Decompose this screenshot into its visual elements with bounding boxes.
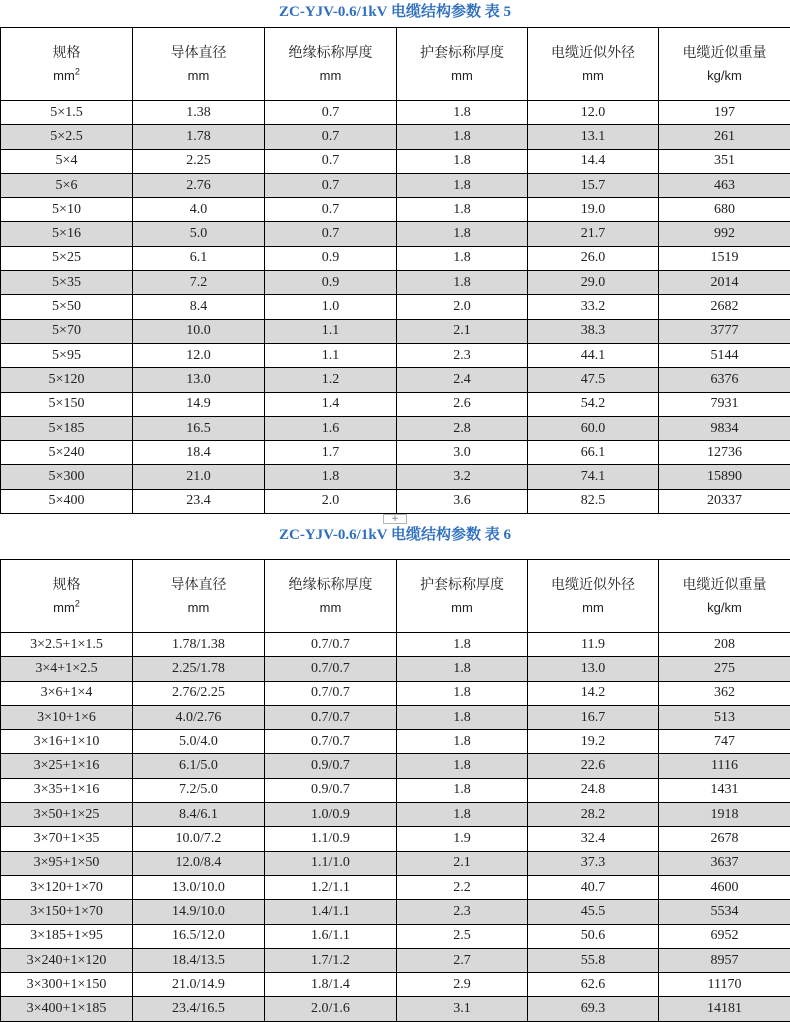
- table-cell: 11170: [659, 973, 790, 997]
- table-cell: 2678: [659, 827, 790, 851]
- header-unit: mm: [582, 67, 604, 83]
- table-cell: 3×400+1×185: [1, 997, 133, 1021]
- table-row: [1, 149, 790, 173]
- table-cell: 3×240+1×120: [1, 948, 133, 972]
- table-cell: 1.8: [397, 754, 528, 778]
- table-cell: 3.0: [397, 441, 528, 465]
- table-cell: 5×95: [1, 343, 133, 367]
- table-cell: 1.2/1.1: [265, 875, 397, 899]
- table-cell: 1.0/0.9: [265, 803, 397, 827]
- table-cell: 5×50: [1, 295, 133, 319]
- table-cell: 7931: [659, 392, 790, 416]
- table-row: [1, 681, 790, 705]
- table-cell: 5144: [659, 343, 790, 367]
- table-row: [1, 319, 790, 343]
- table-cell: 5×16: [1, 222, 133, 246]
- header-unit: mm: [451, 599, 473, 615]
- table-row: [1, 125, 790, 149]
- table-cell: 2682: [659, 295, 790, 319]
- table-row: [1, 900, 790, 924]
- table-cell: 1116: [659, 754, 790, 778]
- table-cell: 3.1: [397, 997, 528, 1021]
- table-cell: 5×6: [1, 173, 133, 197]
- table-cell: 13.0/10.0: [133, 875, 265, 899]
- header-unit: mm: [187, 599, 210, 615]
- table-cell: 21.7: [528, 222, 659, 246]
- table-cell: 1.7/1.2: [265, 948, 397, 972]
- table-row: [1, 295, 790, 319]
- table-cell: 5×35: [1, 271, 133, 295]
- table-cell: 1.8: [397, 149, 528, 173]
- table-row: [1, 441, 790, 465]
- table-cell: 38.3: [528, 319, 659, 343]
- table5-header-5: [659, 28, 790, 101]
- table-cell: 3×2.5+1×1.5: [1, 633, 133, 657]
- table-cell: 5.0: [133, 222, 265, 246]
- table-cell: 1.1/1.0: [265, 851, 397, 875]
- table-cell: 3×300+1×150: [1, 973, 133, 997]
- table-cell: 0.7/0.7: [265, 633, 397, 657]
- table-cell: 16.7: [528, 705, 659, 729]
- table-cell: 3×50+1×25: [1, 803, 133, 827]
- table-row: [1, 827, 790, 851]
- table-cell: 37.3: [528, 851, 659, 875]
- table-cell: 680: [659, 198, 790, 222]
- table6-header-0: [1, 560, 133, 633]
- table-cell: 3×25+1×16: [1, 754, 133, 778]
- table-cell: 2.0: [397, 295, 528, 319]
- table-cell: 5×10: [1, 198, 133, 222]
- table-cell: 2.8: [397, 416, 528, 440]
- table-cell: 1.78: [133, 125, 265, 149]
- table-row: [1, 948, 790, 972]
- table-cell: 23.4/16.5: [133, 997, 265, 1021]
- table-cell: 2.7: [397, 948, 528, 972]
- table-cell: 0.7: [265, 222, 397, 246]
- table-row: [1, 343, 790, 367]
- table-row: [1, 101, 790, 125]
- table-row: [1, 851, 790, 875]
- table-cell: 1.2: [265, 368, 397, 392]
- table-cell: 13.0: [133, 368, 265, 392]
- cable-params-table-6: [0, 559, 790, 1022]
- table-cell: 1.8: [397, 705, 528, 729]
- table-cell: 197: [659, 101, 790, 125]
- table-row: [1, 465, 790, 489]
- cable-params-table-5: [0, 27, 790, 514]
- table-cell: 47.5: [528, 368, 659, 392]
- table-cell: 3×70+1×35: [1, 827, 133, 851]
- table-cell: 6376: [659, 368, 790, 392]
- table-cell: 3777: [659, 319, 790, 343]
- table-cell: 513: [659, 705, 790, 729]
- table-cell: 8957: [659, 948, 790, 972]
- table-cell: 5.0/4.0: [133, 730, 265, 754]
- table-cell: 0.7: [265, 101, 397, 125]
- table-cell: 275: [659, 657, 790, 681]
- table-cell: 15.7: [528, 173, 659, 197]
- table-cell: 1.8: [397, 101, 528, 125]
- table-cell: 20337: [659, 489, 790, 513]
- table-cell: 0.7: [265, 198, 397, 222]
- table-row: [1, 705, 790, 729]
- table-cell: 463: [659, 173, 790, 197]
- table-cell: 26.0: [528, 246, 659, 270]
- table-cell: 19.2: [528, 730, 659, 754]
- table-cell: 1.8: [397, 803, 528, 827]
- table-cell: 60.0: [528, 416, 659, 440]
- table-row: [1, 657, 790, 681]
- table-cell: 0.7/0.7: [265, 705, 397, 729]
- table-cell: 14181: [659, 997, 790, 1021]
- table-cell: 1.8: [397, 778, 528, 802]
- table-cell: 0.9/0.7: [265, 778, 397, 802]
- table-cell: 1.1: [265, 343, 397, 367]
- table-cell: 2.3: [397, 343, 528, 367]
- table-cell: 14.2: [528, 681, 659, 705]
- table-cell: 40.7: [528, 875, 659, 899]
- table-cell: 0.7/0.7: [265, 657, 397, 681]
- table-cell: 19.0: [528, 198, 659, 222]
- table-cell: 1431: [659, 778, 790, 802]
- table-cell: 1.38: [133, 101, 265, 125]
- table-cell: 10.0: [133, 319, 265, 343]
- table6-body: [1, 633, 790, 1022]
- table-row: [1, 368, 790, 392]
- table-cell: 2.4: [397, 368, 528, 392]
- table-cell: 1.8: [397, 173, 528, 197]
- header-label: 绝缘标称厚度: [288, 44, 373, 61]
- table-cell: 2.9: [397, 973, 528, 997]
- table-cell: 0.9: [265, 271, 397, 295]
- table-cell: 1.8: [397, 246, 528, 270]
- table-cell: 66.1: [528, 441, 659, 465]
- table-row: [1, 803, 790, 827]
- table-cell: 1.78/1.38: [133, 633, 265, 657]
- table-cell: 5×185: [1, 416, 133, 440]
- table-cell: 12.0: [528, 101, 659, 125]
- table5-title: ZC-YJV-0.6/1kV 电缆结构参数 表 5: [279, 4, 511, 20]
- table-cell: 16.5: [133, 416, 265, 440]
- table-cell: 28.2: [528, 803, 659, 827]
- table-cell: 208: [659, 633, 790, 657]
- table-cell: 16.5/12.0: [133, 924, 265, 948]
- table-row: [1, 416, 790, 440]
- table-cell: 4.0/2.76: [133, 705, 265, 729]
- header-unit: kg/km: [707, 67, 742, 83]
- table-cell: 1.1/0.9: [265, 827, 397, 851]
- table-cell: 15890: [659, 465, 790, 489]
- table-row: [1, 222, 790, 246]
- table6-header-3: [397, 560, 528, 633]
- table-cell: 14.4: [528, 149, 659, 173]
- table-cell: 362: [659, 681, 790, 705]
- table-cell: 1.8: [397, 657, 528, 681]
- table-row: [1, 633, 790, 657]
- table-cell: 5×400: [1, 489, 133, 513]
- table-cell: 0.9: [265, 246, 397, 270]
- table-cell: 0.7: [265, 125, 397, 149]
- table-cell: 13.1: [528, 125, 659, 149]
- table-cell: 82.5: [528, 489, 659, 513]
- header-label: 规格: [52, 44, 81, 61]
- table-cell: 13.0: [528, 657, 659, 681]
- table-cell: 74.1: [528, 465, 659, 489]
- table5-header-row: [1, 28, 790, 101]
- header-label: 电缆近似外径: [551, 576, 635, 593]
- table-cell: 18.4/13.5: [133, 948, 265, 972]
- table-cell: 3×35+1×16: [1, 778, 133, 802]
- table-cell: 2014: [659, 271, 790, 295]
- table-cell: 3×185+1×95: [1, 924, 133, 948]
- table-cell: 1.8: [397, 222, 528, 246]
- table-cell: 0.9/0.7: [265, 754, 397, 778]
- table5-header-4: [528, 28, 659, 101]
- table-cell: 2.3: [397, 900, 528, 924]
- table-cell: 2.5: [397, 924, 528, 948]
- table-cell: 50.6: [528, 924, 659, 948]
- table-cell: 44.1: [528, 343, 659, 367]
- table-cell: 3637: [659, 851, 790, 875]
- table-cell: 2.2: [397, 875, 528, 899]
- table-cell: 1.6: [265, 416, 397, 440]
- table5-header-1: [133, 28, 265, 101]
- table-row: [1, 875, 790, 899]
- header-unit: mm: [582, 599, 604, 615]
- table-cell: 0.7/0.7: [265, 730, 397, 754]
- table-cell: 4600: [659, 875, 790, 899]
- table-cell: 1.8: [265, 465, 397, 489]
- plus-icon[interactable]: +: [383, 514, 407, 524]
- table-cell: 32.4: [528, 827, 659, 851]
- table6-header-1: [133, 560, 265, 633]
- table-cell: 14.9/10.0: [133, 900, 265, 924]
- table-cell: 747: [659, 730, 790, 754]
- table-row: [1, 997, 790, 1021]
- table-cell: 2.6: [397, 392, 528, 416]
- table-cell: 5×1.5: [1, 101, 133, 125]
- table-cell: 0.7/0.7: [265, 681, 397, 705]
- table-cell: 3×120+1×70: [1, 875, 133, 899]
- table-cell: 3.2: [397, 465, 528, 489]
- table-cell: 5×120: [1, 368, 133, 392]
- table-cell: 22.6: [528, 754, 659, 778]
- table-cell: 992: [659, 222, 790, 246]
- table-cell: 5×150: [1, 392, 133, 416]
- table-row: [1, 246, 790, 270]
- table6-header-5: [659, 560, 790, 633]
- table-cell: 8.4: [133, 295, 265, 319]
- table-row: [1, 973, 790, 997]
- table-cell: 4.0: [133, 198, 265, 222]
- header-unit: kg/km: [707, 599, 742, 615]
- header-label: 护套标称厚度: [420, 576, 504, 593]
- table6-title: ZC-YJV-0.6/1kV 电缆结构参数 表 6: [279, 527, 511, 543]
- table-cell: 3×10+1×6: [1, 705, 133, 729]
- table-cell: 2.76: [133, 173, 265, 197]
- table-cell: 10.0/7.2: [133, 827, 265, 851]
- table-cell: 1.4: [265, 392, 397, 416]
- table-cell: 5×240: [1, 441, 133, 465]
- table-row: [1, 924, 790, 948]
- table-cell: 12.0/8.4: [133, 851, 265, 875]
- table-cell: 14.9: [133, 392, 265, 416]
- table-cell: 0.7: [265, 149, 397, 173]
- table-cell: 8.4/6.1: [133, 803, 265, 827]
- table5-body: [1, 101, 790, 514]
- table-row: [1, 754, 790, 778]
- table-cell: 1.0: [265, 295, 397, 319]
- header-unit: mm: [187, 67, 210, 83]
- header-unit: $mm^2$: [53, 66, 80, 83]
- table-cell: 6952: [659, 924, 790, 948]
- table-cell: 45.5: [528, 900, 659, 924]
- header-unit: mm: [319, 67, 342, 83]
- table-cell: 1.6/1.1: [265, 924, 397, 948]
- table-cell: 2.1: [397, 319, 528, 343]
- table-cell: 1.8: [397, 730, 528, 754]
- table-cell: 11.9: [528, 633, 659, 657]
- table-cell: 7.2/5.0: [133, 778, 265, 802]
- table-cell: 1519: [659, 246, 790, 270]
- table-cell: 3×95+1×50: [1, 851, 133, 875]
- table-row: [1, 271, 790, 295]
- header-unit: mm: [451, 67, 473, 83]
- table-cell: 2.0/1.6: [265, 997, 397, 1021]
- table-cell: 1918: [659, 803, 790, 827]
- header-label: 电缆近似重量: [682, 576, 767, 593]
- table-cell: 1.7: [265, 441, 397, 465]
- table-cell: 12736: [659, 441, 790, 465]
- table-cell: 3×150+1×70: [1, 900, 133, 924]
- table-cell: 21.0/14.9: [133, 973, 265, 997]
- table5-header-0: [1, 28, 133, 101]
- table-cell: 5534: [659, 900, 790, 924]
- header-unit: mm: [319, 599, 342, 615]
- header-label: 导体直径: [170, 44, 227, 61]
- table5-header-3: [397, 28, 528, 101]
- table-cell: 54.2: [528, 392, 659, 416]
- table-cell: 9834: [659, 416, 790, 440]
- table-cell: 1.8: [397, 633, 528, 657]
- table-cell: 5×300: [1, 465, 133, 489]
- table-row: [1, 392, 790, 416]
- table-cell: 6.1: [133, 246, 265, 270]
- table-cell: 0.7: [265, 173, 397, 197]
- table-cell: 261: [659, 125, 790, 149]
- table-row: [1, 198, 790, 222]
- table6-header-row: [1, 560, 790, 633]
- table-cell: 3×16+1×10: [1, 730, 133, 754]
- table6-header-4: [528, 560, 659, 633]
- table-cell: 69.3: [528, 997, 659, 1021]
- header-label: 导体直径: [170, 576, 227, 593]
- table-cell: 1.8: [397, 198, 528, 222]
- table-cell: 1.8/1.4: [265, 973, 397, 997]
- table-cell: 2.25: [133, 149, 265, 173]
- table5-header-2: [265, 28, 397, 101]
- table-row: [1, 778, 790, 802]
- header-label: 电缆近似重量: [682, 44, 767, 61]
- table-cell: 3×6+1×4: [1, 681, 133, 705]
- table-row: [1, 489, 790, 513]
- table-cell: 18.4: [133, 441, 265, 465]
- table-cell: 29.0: [528, 271, 659, 295]
- table-cell: 33.2: [528, 295, 659, 319]
- header-label: 护套标称厚度: [420, 44, 504, 61]
- table-cell: 5×4: [1, 149, 133, 173]
- table-cell: 21.0: [133, 465, 265, 489]
- table-cell: 1.9: [397, 827, 528, 851]
- table-cell: 5×2.5: [1, 125, 133, 149]
- table-cell: 55.8: [528, 948, 659, 972]
- table-cell: 1.1: [265, 319, 397, 343]
- table-cell: 2.25/1.78: [133, 657, 265, 681]
- table-cell: 1.4/1.1: [265, 900, 397, 924]
- table-cell: 3.6: [397, 489, 528, 513]
- table-cell: 2.1: [397, 851, 528, 875]
- table-cell: 6.1/5.0: [133, 754, 265, 778]
- table-cell: 23.4: [133, 489, 265, 513]
- table-cell: 62.6: [528, 973, 659, 997]
- table-cell: 2.76/2.25: [133, 681, 265, 705]
- table-cell: 12.0: [133, 343, 265, 367]
- table-cell: 2.0: [265, 489, 397, 513]
- header-label: 电缆近似外径: [551, 44, 635, 61]
- table6-header-2: [265, 560, 397, 633]
- table-cell: 1.8: [397, 125, 528, 149]
- table-cell: 7.2: [133, 271, 265, 295]
- table-cell: 24.8: [528, 778, 659, 802]
- header-unit: $mm^2$: [53, 598, 80, 615]
- table-cell: 5×25: [1, 246, 133, 270]
- table-cell: 351: [659, 149, 790, 173]
- table-cell: 1.8: [397, 681, 528, 705]
- table-row: [1, 173, 790, 197]
- table-cell: 5×70: [1, 319, 133, 343]
- table-row: [1, 730, 790, 754]
- header-label: 规格: [52, 576, 81, 593]
- table-cell: 1.8: [397, 271, 528, 295]
- table-cell: 3×4+1×2.5: [1, 657, 133, 681]
- header-label: 绝缘标称厚度: [288, 576, 373, 593]
